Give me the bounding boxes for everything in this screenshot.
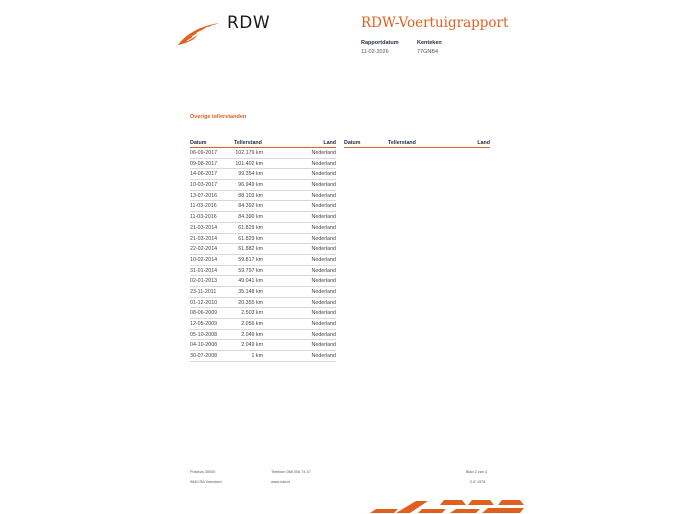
- row-reading: 1 km: [251, 353, 263, 360]
- row-date: 22-02-2014: [190, 246, 218, 253]
- row-date: 06-09-2017: [190, 150, 218, 156]
- row-country: Nederland: [311, 182, 336, 189]
- row-reading: 59.797 km: [238, 267, 263, 274]
- row-date: 04-10-2008: [190, 342, 218, 349]
- report-date-value: 11-02-2026: [361, 49, 389, 55]
- table-row: [190, 169, 336, 180]
- row-date: 11-03-2016: [190, 203, 217, 210]
- row-country: Nederland: [311, 310, 336, 317]
- table-row: [190, 340, 336, 351]
- table-row: [190, 319, 336, 330]
- row-country: Nederland: [311, 299, 336, 306]
- table-row: [190, 148, 336, 159]
- table-row: [190, 255, 336, 266]
- row-date: 10-02-2014: [190, 256, 218, 263]
- row-reading: 2.049 km: [241, 342, 263, 349]
- row-country: Nederland: [311, 321, 336, 327]
- plate-label: Kenteken: [417, 40, 442, 46]
- page-title: RDW-Voertuigrapport: [361, 15, 509, 31]
- report-date-label: Rapportdatum: [361, 40, 399, 46]
- row-date: 14-06-2017: [190, 171, 218, 178]
- column-header-date: Datum: [190, 140, 207, 146]
- row-country: Nederland: [311, 235, 336, 242]
- column-header-date: Datum: [344, 140, 361, 146]
- row-country: Nederland: [311, 331, 336, 338]
- row-country: Nederland: [311, 214, 336, 221]
- row-date: 21-03-2014: [190, 235, 218, 242]
- table-row: [190, 266, 336, 277]
- row-reading: 61.829 km: [238, 235, 263, 242]
- row-date: 02-01-2013: [190, 278, 218, 285]
- table-row: [190, 234, 336, 245]
- table-row: [190, 180, 336, 191]
- row-date: 11-03-2016: [190, 214, 217, 221]
- row-date: 08-06-2009: [190, 310, 218, 317]
- row-country: Nederland: [311, 224, 336, 231]
- row-reading: 35.148 km: [238, 288, 263, 295]
- row-date: 13-07-2016: [190, 192, 218, 199]
- row-date: 12-05-2009: [190, 321, 218, 327]
- row-country: Nederland: [311, 171, 336, 178]
- row-country: Nederland: [311, 246, 336, 253]
- footer-code: 2-E 1978: [470, 480, 486, 484]
- table-header: [190, 138, 336, 148]
- rdw-logo-icon: [178, 22, 220, 46]
- row-country: Nederland: [311, 267, 336, 274]
- footer-address-line2: 9640 RA Veendam: [190, 480, 222, 484]
- row-country: Nederland: [311, 256, 336, 263]
- row-reading: 49.041 km: [238, 278, 263, 285]
- table-row: [190, 223, 336, 234]
- brand-name: RDW: [227, 13, 271, 33]
- row-reading: 2.503 km: [241, 310, 263, 317]
- row-date: 10-03-2017: [190, 182, 218, 189]
- row-date: 05-10-2008: [190, 331, 218, 338]
- row-reading: 101.402 km: [235, 160, 263, 167]
- row-country: Nederland: [311, 192, 336, 199]
- table-row: [190, 159, 336, 170]
- row-country: Nederland: [311, 288, 336, 295]
- table-row: [190, 330, 336, 341]
- table-row: [190, 287, 336, 298]
- table-row: [190, 351, 336, 362]
- row-reading: 84.390 km: [238, 214, 263, 221]
- table-header: [344, 138, 490, 148]
- footer-phone: Telefoon 088 008 74 47: [271, 470, 311, 474]
- footer-address-line1: Postbus 30000: [190, 470, 216, 474]
- row-reading: 2.049 km: [241, 331, 263, 338]
- table-body: [190, 148, 336, 362]
- table-row: [190, 298, 336, 309]
- column-header-country: Land: [477, 140, 490, 146]
- section-title: Overige tellerstanden: [190, 114, 247, 120]
- column-header-reading: Tellerstand: [388, 140, 416, 146]
- row-country: Nederland: [311, 203, 336, 210]
- row-country: Nederland: [311, 353, 336, 360]
- odometer-table-left: [190, 138, 336, 362]
- row-country: Nederland: [311, 278, 336, 285]
- row-reading: 99.354 km: [238, 171, 263, 178]
- row-date: 01-12-2010: [190, 299, 218, 306]
- row-reading: 88.103 km: [238, 192, 263, 199]
- row-date: 21-03-2014: [190, 224, 218, 231]
- odometer-table-right: [344, 138, 490, 148]
- table-row: [190, 276, 336, 287]
- row-date: 30-07-2008: [190, 353, 218, 360]
- row-country: Nederland: [311, 342, 336, 349]
- table-row: [190, 201, 336, 212]
- row-reading: 84.392 km: [238, 203, 263, 210]
- table-row: [190, 212, 336, 223]
- plate-block: [417, 40, 442, 55]
- table-row: [190, 244, 336, 255]
- row-reading: 102.179 km: [235, 150, 263, 156]
- row-reading: 96.949 km: [238, 182, 263, 189]
- report-date-block: [361, 40, 399, 55]
- table-row: [190, 191, 336, 202]
- column-header-reading: Tellerstand: [234, 140, 262, 146]
- row-country: Nederland: [311, 160, 336, 167]
- column-header-country: Land: [323, 140, 336, 146]
- row-date: 31-01-2014: [190, 267, 218, 274]
- footer-website[interactable]: www.rdw.nl: [271, 480, 290, 484]
- row-reading: 2.056 km: [241, 321, 263, 327]
- plate-value: 77GNB4: [417, 49, 439, 55]
- row-reading: 20.355 km: [238, 299, 263, 306]
- row-date: 09-08-2017: [190, 160, 218, 167]
- footer-page-number: Blad 2 van 4: [466, 470, 488, 474]
- row-reading: 61.882 km: [238, 246, 263, 253]
- row-reading: 61.829 km: [238, 224, 263, 231]
- row-date: 23-11-2011: [190, 288, 217, 295]
- table-row: [190, 308, 336, 319]
- row-country: Nederland: [311, 150, 336, 156]
- decorative-stripes-icon: [370, 497, 525, 514]
- row-reading: 59.817 km: [238, 256, 263, 263]
